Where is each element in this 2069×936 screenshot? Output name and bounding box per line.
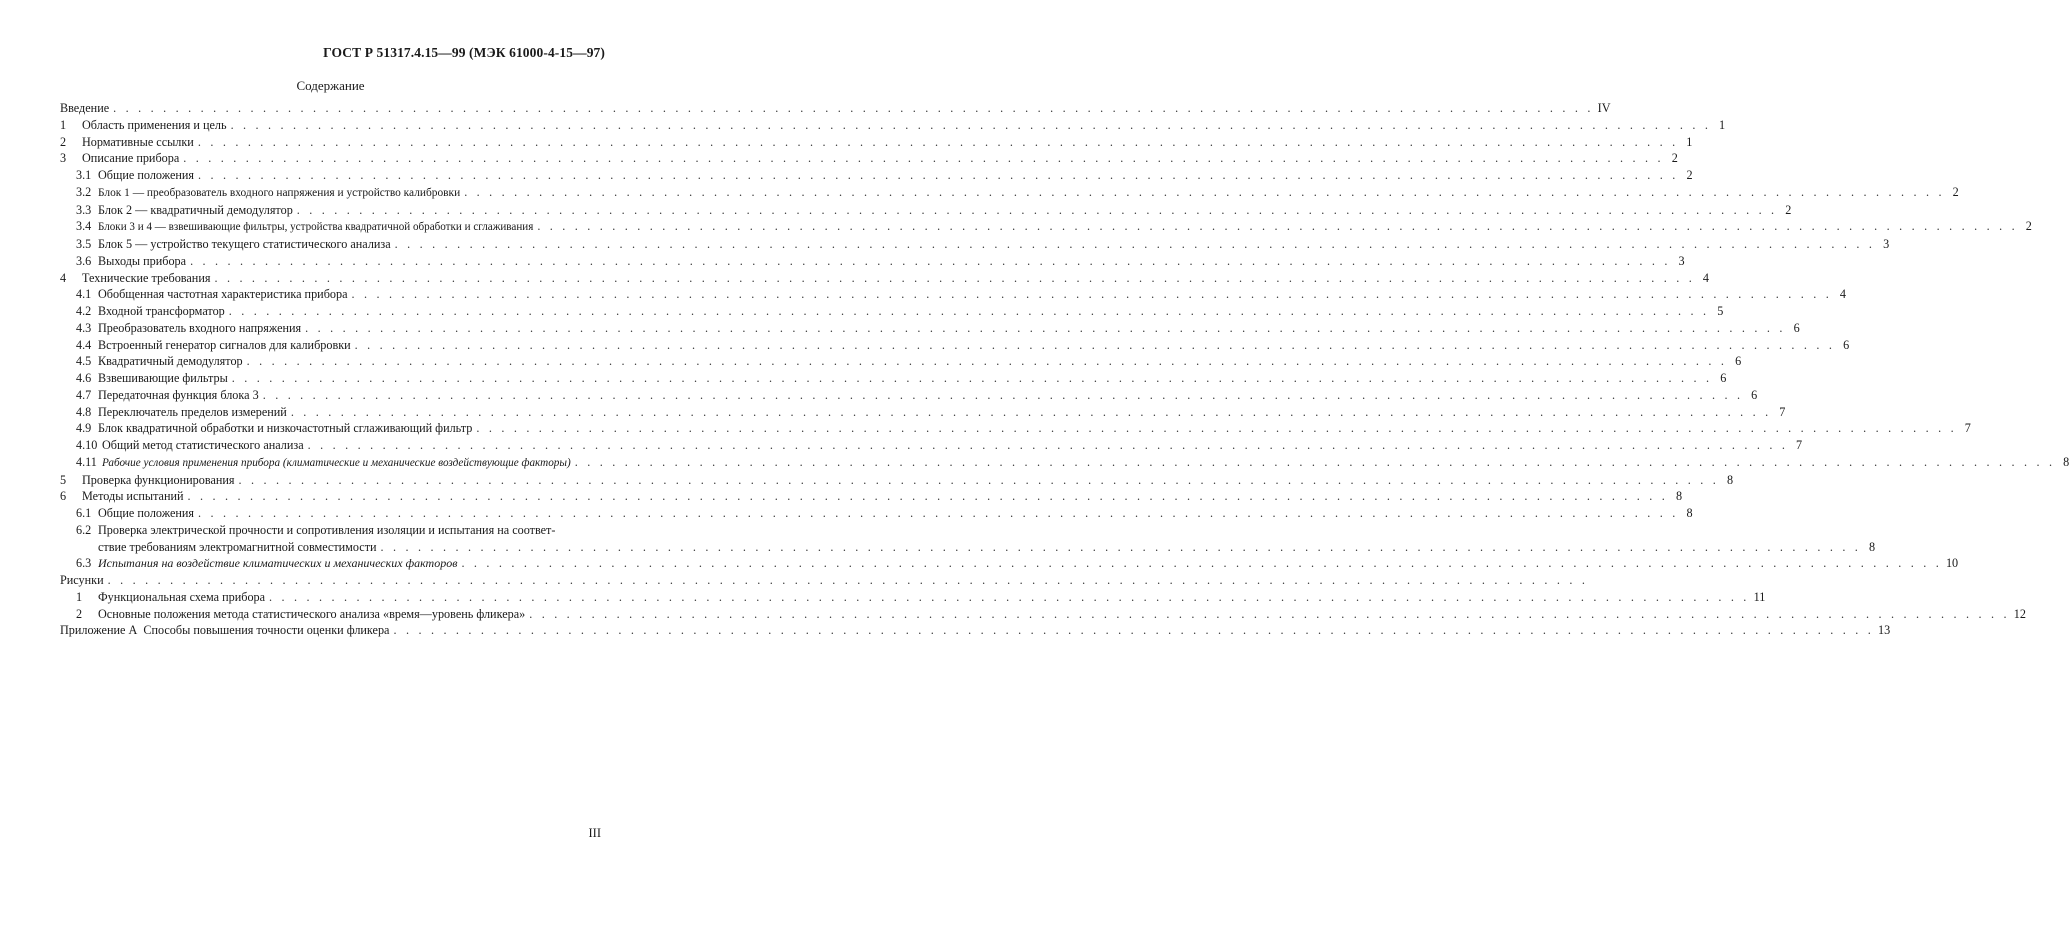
toc-number: 4.4	[76, 337, 92, 352]
toc-label: Рисунки	[60, 573, 104, 587]
toc-page: 6	[1720, 371, 1727, 385]
toc-label: Блок 2 — квадратичный демодулятор	[98, 202, 293, 217]
toc-entry-4-8[interactable]	[60, 404, 1786, 421]
toc-entry-4-11[interactable]	[60, 454, 2069, 472]
dot-leader: . . . . . . . . . . . . . . . . . . . . . . . . . . . . . . . . . . . . . . . . . . . . . . . . . . . . . . . . . . . . . . . . . . . . . . . . . . . . . . . . . . . . . . . . . . . . . . . . . . . . . . . . . . . . . . . . . . . . . . .	[529, 606, 2010, 621]
toc-entry-appendix-a[interactable]	[60, 622, 1891, 639]
toc-page: 7	[1779, 404, 1786, 419]
toc-entry-6-2[interactable]	[60, 522, 605, 539]
toc-entry-figure-2[interactable]	[60, 606, 2026, 623]
toc-label: Передаточная функция блока 3	[98, 387, 259, 402]
toc-entry-section-6[interactable]	[60, 488, 1683, 505]
dot-leader: . . . . . . . . . . . . . . . . . . . . . . . . . . . . . . . . . . . . . . . . . . . . . . . . . . . . . . . . . . . . . . . . . . . . . . . . . . . . . . . . . . . . . . . . . . . . . . . . . . . . . . . . . . . . . . . . . . . . . . .	[537, 219, 2018, 234]
toc-number: 3.5	[76, 237, 92, 251]
dot-leader: . . . . . . . . . . . . . . . . . . . . . . . . . . . . . . . . . . . . . . . . . . . . . . . . . . . . . . . . . . . . . . . . . . . . . . . . . . . . . . . . . . . . . . . . . . . . . . . . . . . . . . . . . . . . . . . . . . . . . . .	[262, 387, 1744, 402]
toc-number: 2	[60, 134, 67, 149]
toc-page: 2	[2025, 219, 2032, 234]
toc-entry-3-1[interactable]	[60, 167, 1693, 184]
page-title: Содержание	[296, 78, 365, 93]
toc-label: Преобразователь входного напряжения	[98, 320, 302, 335]
toc-number: 4.5	[76, 354, 92, 369]
toc-entry-figure-1[interactable]	[60, 589, 1766, 606]
toc-entry-section-3[interactable]	[60, 150, 1678, 167]
toc-label: Блок 5 — устройство текущего статистического анализа	[98, 237, 391, 251]
toc-label: Общий метод статистического анализа	[102, 438, 304, 452]
toc-page: 3	[1883, 237, 1890, 251]
toc-entry-4-7[interactable]	[60, 387, 1758, 404]
dot-leader: . . . . . . . . . . . . . . . . . . . . . . . . . . . . . . . . . . . . . . . . . . . . . . . . . . . . . . . . . . . . . . . . . . . . . . . . . . . . . . . . . . . . . . . . . . . . . . . . . . . . . . . . . . . . . . . . . . . . . . .	[307, 438, 1789, 452]
toc-number: 6	[60, 489, 67, 504]
toc-label: Основные положения метода статистического анализа «время—уровень фликера»	[98, 606, 526, 621]
toc-entry-6-1[interactable]	[60, 505, 1693, 522]
toc-entry-4-3[interactable]	[60, 320, 1800, 337]
toc-label: Выходы прибора	[98, 253, 187, 268]
toc-entry-figures[interactable]	[60, 572, 1589, 589]
dot-leader: . . . . . . . . . . . . . . . . . . . . . . . . . . . . . . . . . . . . . . . . . . . . . . . . . . . . . . . . . . . . . . . . . . . . . . . . . . . . . . . . . . . . . . . . . . . . . . . . . . . . . . . . . . . . . . . . . . . . . . .	[354, 337, 1836, 352]
toc-label: Описание прибора	[82, 151, 180, 166]
toc-number: 1	[60, 117, 67, 132]
toc-label: Функциональная схема прибора	[98, 589, 266, 604]
toc-page: 2	[1671, 151, 1678, 166]
toc-page: 8	[1686, 506, 1693, 520]
dot-leader: . . . . . . . . . . . . . . . . . . . . . . . . . . . . . . . . . . . . . . . . . . . . . . . . . . . . . . . . . . . . . . . . . . . . . . . . . . . . . . . . . . . . . . . . . . . . . . . . . . . . . . . . . . . . . . . . . . . . . . .	[238, 472, 1720, 487]
page-number: III	[588, 826, 601, 840]
toc-label: Общие положения	[98, 506, 195, 520]
toc-page: 1	[1686, 134, 1693, 149]
toc-label: Встроенный генератор сигналов для калибровки	[98, 337, 351, 352]
toc-page: 2	[1952, 184, 1959, 199]
toc-entry-4-2[interactable]	[60, 303, 1724, 320]
toc-label: Взвешивающие фильтры	[98, 371, 228, 385]
toc-label: Входной трансформатор	[98, 304, 225, 318]
toc-page: 8	[2063, 454, 2069, 469]
toc-page: 2	[1686, 168, 1693, 182]
dot-leader: . . . . . . . . . . . . . . . . . . . . . . . . . . . . . . . . . . . . . . . . . . . . . . . . . . . . . . . . . . . . . . . . . . . . . . . . . . . . . . . . . . . . . . . . . . . . . . . . . . . . . . . . . . . . . . . . . . . . . . .	[197, 134, 1679, 149]
toc-page: 5	[1717, 304, 1724, 318]
toc-number: 4.2	[76, 304, 92, 318]
dot-leader: . . . . . . . . . . . . . . . . . . . . . . . . . . . . . . . . . . . . . . . . . . . . . . . . . . . . . . . . . . . . . . . . . . . . . . . . . . . . . . . . . . . . . . . . . . . . . . . . . . . . . . . . . . . . . . . . . . . . . . .	[246, 354, 1728, 369]
toc-entry-section-2[interactable]	[60, 134, 1693, 151]
dot-leader: . . . . . . . . . . . . . . . . . . . . . . . . . . . . . . . . . . . . . . . . . . . . . . . . . . . . . . . . . . . . . . . . . . . . . . . . . . . . . . . . . . . . . . . . . . . . . . . . . . . . . . . . . . . . . . . . . . . . . . .	[461, 556, 1942, 571]
toc-entry-6-2-continuation[interactable]	[60, 539, 1876, 556]
toc-label-continuation: ствие требованиям электромагнитной совместимости	[98, 539, 377, 554]
toc-label: Переключатель пределов измерений	[98, 404, 287, 419]
toc-page: 13	[1877, 623, 1891, 638]
dot-leader: . . . . . . . . . . . . . . . . . . . . . . . . . . . . . . . . . . . . . . . . . . . . . . . . . . . . . . . . . . . . . . . . . . . . . . . . . . . . . . . . . . . . . . . . . . . . . . . . . . . . . . . . . . . . . . . . . . . . . . .	[107, 573, 1589, 587]
toc-page: 10	[1945, 556, 1959, 571]
toc-entry-section-5[interactable]	[60, 472, 1734, 489]
toc-entry-3-2[interactable]	[60, 184, 1959, 202]
dot-leader: . . . . . . . . . . . . . . . . . . . . . . . . . . . . . . . . . . . . . . . . . . . . . . . . . . . . . . . . . . . . . . . . . . . . . . . . . . . . . . . . . . . . . . . . . . . . . . . . . . . . . . . . . . . . . . . . . . . . . . .	[230, 117, 1712, 132]
toc-label: Область применения и цель	[82, 117, 227, 132]
dot-leader: . . . . . . . . . . . . . . . . . . . . . . . . . . . . . . . . . . . . . . . . . . . . . . . . . . . . . . . . . . . . . . . . . . . . . . . . . . . . . . . . . . . . . . . . . . . . . . . . . . . . . . . . . . . . . . . . . . . . . . .	[574, 454, 2056, 469]
toc-entry-4-4[interactable]	[60, 337, 1850, 354]
toc-label: Методы испытаний	[82, 489, 184, 504]
toc-page: 3	[1678, 253, 1685, 268]
dot-leader: . . . . . . . . . . . . . . . . . . . . . . . . . . . . . . . . . . . . . . . . . . . . . . . . . . . . . . . . . . . . . . . . . . . . . . . . . . . . . . . . . . . . . . . . . . . . . . . . . . . . . . . . . . . . . . . . . . . . . . .	[380, 539, 1862, 554]
toc-label: Квадратичный демодулятор	[98, 354, 243, 369]
toc-page: 12	[2013, 606, 2026, 621]
toc-entry-3-3[interactable]	[60, 202, 1792, 219]
toc-page: 6	[1735, 354, 1742, 369]
toc-page: 7	[1964, 421, 1971, 436]
toc-entry-introduction[interactable]	[60, 100, 1611, 117]
toc-label: Блок квадратичной обработки и низкочастотный сглаживающий фильтр	[98, 421, 473, 436]
toc-label: Проверка электрической прочности и сопротивления изоляции и испытания на соответ-	[98, 522, 556, 537]
document-header: ГОСТ Р 51317.4.15—99 (МЭК 61000-4-15—97)	[323, 45, 605, 60]
toc-number: 4.9	[76, 421, 92, 436]
toc-page: 8	[1675, 489, 1683, 504]
toc-number: 4.3	[76, 320, 92, 335]
toc-number: 6.2	[76, 522, 92, 537]
toc-entry-section-4[interactable]	[60, 270, 1709, 287]
toc-entry-3-4[interactable]	[60, 218, 2032, 236]
dot-leader: . . . . . . . . . . . . . . . . . . . . . . . . . . . . . . . . . . . . . . . . . . . . . . . . . . . . . . . . . . . . . . . . . . . . . . . . . . . . . . . . . . . . . . . . . . . . . . . . . . . . . . . . . . . . . . . . . . . . . . .	[393, 623, 1874, 638]
toc-page: IV	[1597, 101, 1611, 115]
toc-entry-3-6[interactable]	[60, 253, 1685, 270]
toc-label: Проверка функционирования	[82, 472, 235, 487]
toc-entry-4-9[interactable]	[60, 420, 1971, 437]
dot-leader: . . . . . . . . . . . . . . . . . . . . . . . . . . . . . . . . . . . . . . . . . . . . . . . . . . . . . . . . . . . . . . . . . . . . . . . . . . . . . . . . . . . . . . . . . . . . . . . . . . . . . . . . . . . . . . . . . . . . . . .	[290, 404, 1772, 419]
toc-label: Введение	[60, 101, 110, 115]
toc-number: 4.8	[76, 404, 92, 419]
dot-leader: . . . . . . . . . . . . . . . . . . . . . . . . . . . . . . . . . . . . . . . . . . . . . . . . . . . . . . . . . . . . . . . . . . . . . . . . . . . . . . . . . . . . . . . . . . . . . . . . . . . . . . . . . . . . . . . . . . . . . . .	[198, 506, 1679, 520]
toc-entry-3-5[interactable]	[60, 236, 1890, 253]
toc-number: 3.2	[76, 184, 92, 199]
table-of-contents	[60, 100, 2069, 639]
toc-number: 6.3	[76, 556, 92, 571]
toc-number: 3	[60, 151, 67, 166]
dot-leader: . . . . . . . . . . . . . . . . . . . . . . . . . . . . . . . . . . . . . . . . . . . . . . . . . . . . . . . . . . . . . . . . . . . . . . . . . . . . . . . . . . . . . . . . . . . . . . . . . . . . . . . . . . . . . . . . . . . . . . .	[214, 270, 1695, 285]
toc-page: 8	[1726, 472, 1734, 487]
dot-leader: . . . . . . . . . . . . . . . . . . . . . . . . . . . . . . . . . . . . . . . . . . . . . . . . . . . . . . . . . . . . . . . . . . . . . . . . . . . . . . . . . . . . . . . . . . . . . . . . . . . . . . . . . . . . . . . . . . . . . . .	[187, 489, 1669, 504]
toc-label: Общие положения	[98, 168, 195, 182]
toc-page: 1	[1718, 117, 1726, 132]
toc-label: Блоки 3 и 4 — взвешивающие фильтры, устройства квадратичной обработки и сглаживания	[98, 221, 534, 234]
toc-page: 6	[1793, 320, 1800, 335]
toc-number: 4	[60, 270, 67, 285]
toc-number: 4.10	[76, 438, 98, 452]
toc-number: 3.1	[76, 168, 92, 182]
dot-leader: . . . . . . . . . . . . . . . . . . . . . . . . . . . . . . . . . . . . . . . . . . . . . . . . . . . . . . . . . . . . . . . . . . . . . . . . . . . . . . . . . . . . . . . . . . . . . . . . . . . . . . . . . . . . . . . . . . . . . . .	[113, 101, 1594, 115]
toc-number: 6.1	[76, 506, 92, 520]
dot-leader: . . . . . . . . . . . . . . . . . . . . . . . . . . . . . . . . . . . . . . . . . . . . . . . . . . . . . . . . . . . . . . . . . . . . . . . . . . . . . . . . . . . . . . . . . . . . . . . . . . . . . . . . . . . . . . . . . . . . . . .	[351, 287, 1833, 302]
dot-leader: . . . . . . . . . . . . . . . . . . . . . . . . . . . . . . . . . . . . . . . . . . . . . . . . . . . . . . . . . . . . . . . . . . . . . . . . . . . . . . . . . . . . . . . . . . . . . . . . . . . . . . . . . . . . . . . . . . . . . . .	[476, 421, 1957, 436]
toc-page: 4	[1702, 270, 1709, 285]
toc-label: Испытания на воздействие климатических и механических факторов	[98, 556, 458, 571]
toc-page: 8	[1868, 539, 1876, 554]
toc-label: Обобщенная частотная характеристика прибора	[98, 287, 348, 302]
dot-leader: . . . . . . . . . . . . . . . . . . . . . . . . . . . . . . . . . . . . . . . . . . . . . . . . . . . . . . . . . . . . . . . . . . . . . . . . . . . . . . . . . . . . . . . . . . . . . . . . . . . . . . . . . . . . . . . . . . . . . . .	[394, 237, 1876, 251]
toc-entry-section-1[interactable]	[60, 117, 1726, 134]
toc-number: 4.1	[76, 287, 92, 302]
toc-entry-4-5[interactable]	[60, 353, 1742, 370]
toc-label: Блок 1 — преобразователь входного напряжения и устройство калибровки	[98, 186, 461, 199]
toc-entry-6-3[interactable]	[60, 555, 1959, 572]
toc-number: 4.11	[76, 454, 97, 469]
toc-number: 4.7	[76, 387, 92, 402]
toc-number: 5	[60, 472, 67, 487]
dot-leader: . . . . . . . . . . . . . . . . . . . . . . . . . . . . . . . . . . . . . . . . . . . . . . . . . . . . . . . . . . . . . . . . . . . . . . . . . . . . . . . . . . . . . . . . . . . . . . . . . . . . . . . . . . . . . . . . . . . . . . .	[228, 304, 1710, 318]
dot-leader: . . . . . . . . . . . . . . . . . . . . . . . . . . . . . . . . . . . . . . . . . . . . . . . . . . . . . . . . . . . . . . . . . . . . . . . . . . . . . . . . . . . . . . . . . . . . . . . . . . . . . . . . . . . . . . . . . . . . . . .	[269, 589, 1750, 604]
dot-leader: . . . . . . . . . . . . . . . . . . . . . . . . . . . . . . . . . . . . . . . . . . . . . . . . . . . . . . . . . . . . . . . . . . . . . . . . . . . . . . . . . . . . . . . . . . . . . . . . . . . . . . . . . . . . . . . . . . . . . . .	[296, 202, 1778, 217]
toc-entry-4-6[interactable]	[60, 370, 1727, 387]
dot-leader: . . . . . . . . . . . . . . . . . . . . . . . . . . . . . . . . . . . . . . . . . . . . . . . . . . . . . . . . . . . . . . . . . . . . . . . . . . . . . . . . . . . . . . . . . . . . . . . . . . . . . . . . . . . . . . . . . . . . . . .	[305, 320, 1786, 335]
toc-page: 11	[1753, 589, 1766, 604]
toc-label: Нормативные ссылки	[82, 134, 194, 149]
toc-page: 4	[1839, 287, 1847, 302]
toc-number: 4.6	[76, 371, 92, 385]
toc-page: 7	[1796, 438, 1803, 452]
toc-page: 2	[1785, 202, 1792, 217]
dot-leader: . . . . . . . . . . . . . . . . . . . . . . . . . . . . . . . . . . . . . . . . . . . . . . . . . . . . . . . . . . . . . . . . . . . . . . . . . . . . . . . . . . . . . . . . . . . . . . . . . . . . . . . . . . . . . . . . . . . . . . .	[190, 253, 1671, 268]
toc-label: Технические требования	[82, 270, 211, 285]
toc-number: 1	[76, 589, 83, 604]
dot-leader: . . . . . . . . . . . . . . . . . . . . . . . . . . . . . . . . . . . . . . . . . . . . . . . . . . . . . . . . . . . . . . . . . . . . . . . . . . . . . . . . . . . . . . . . . . . . . . . . . . . . . . . . . . . . . . . . . . . . . . .	[198, 168, 1679, 182]
toc-page: 6	[1751, 387, 1758, 402]
toc-number: 3.3	[76, 202, 92, 217]
toc-entry-4-10[interactable]	[60, 437, 1803, 454]
dot-leader: . . . . . . . . . . . . . . . . . . . . . . . . . . . . . . . . . . . . . . . . . . . . . . . . . . . . . . . . . . . . . . . . . . . . . . . . . . . . . . . . . . . . . . . . . . . . . . . . . . . . . . . . . . . . . . . . . . . . . . .	[183, 151, 1664, 166]
toc-number: 3.4	[76, 219, 92, 234]
toc-label: Рабочие условия применения прибора (климатические и механические воздействующие факторы)	[102, 456, 571, 469]
toc-page: 6	[1843, 337, 1850, 352]
toc-number: 2	[76, 606, 83, 621]
dot-leader: . . . . . . . . . . . . . . . . . . . . . . . . . . . . . . . . . . . . . . . . . . . . . . . . . . . . . . . . . . . . . . . . . . . . . . . . . . . . . . . . . . . . . . . . . . . . . . . . . . . . . . . . . . . . . . . . . . . . . . .	[231, 371, 1713, 385]
toc-label: Приложение А Способы повышения точности оценки фликера	[60, 623, 390, 638]
toc-number: 3.6	[76, 253, 92, 268]
dot-leader: . . . . . . . . . . . . . . . . . . . . . . . . . . . . . . . . . . . . . . . . . . . . . . . . . . . . . . . . . . . . . . . . . . . . . . . . . . . . . . . . . . . . . . . . . . . . . . . . . . . . . . . . . . . . . . . . . . . . . . .	[464, 184, 1945, 199]
toc-entry-4-1[interactable]	[60, 286, 1847, 303]
